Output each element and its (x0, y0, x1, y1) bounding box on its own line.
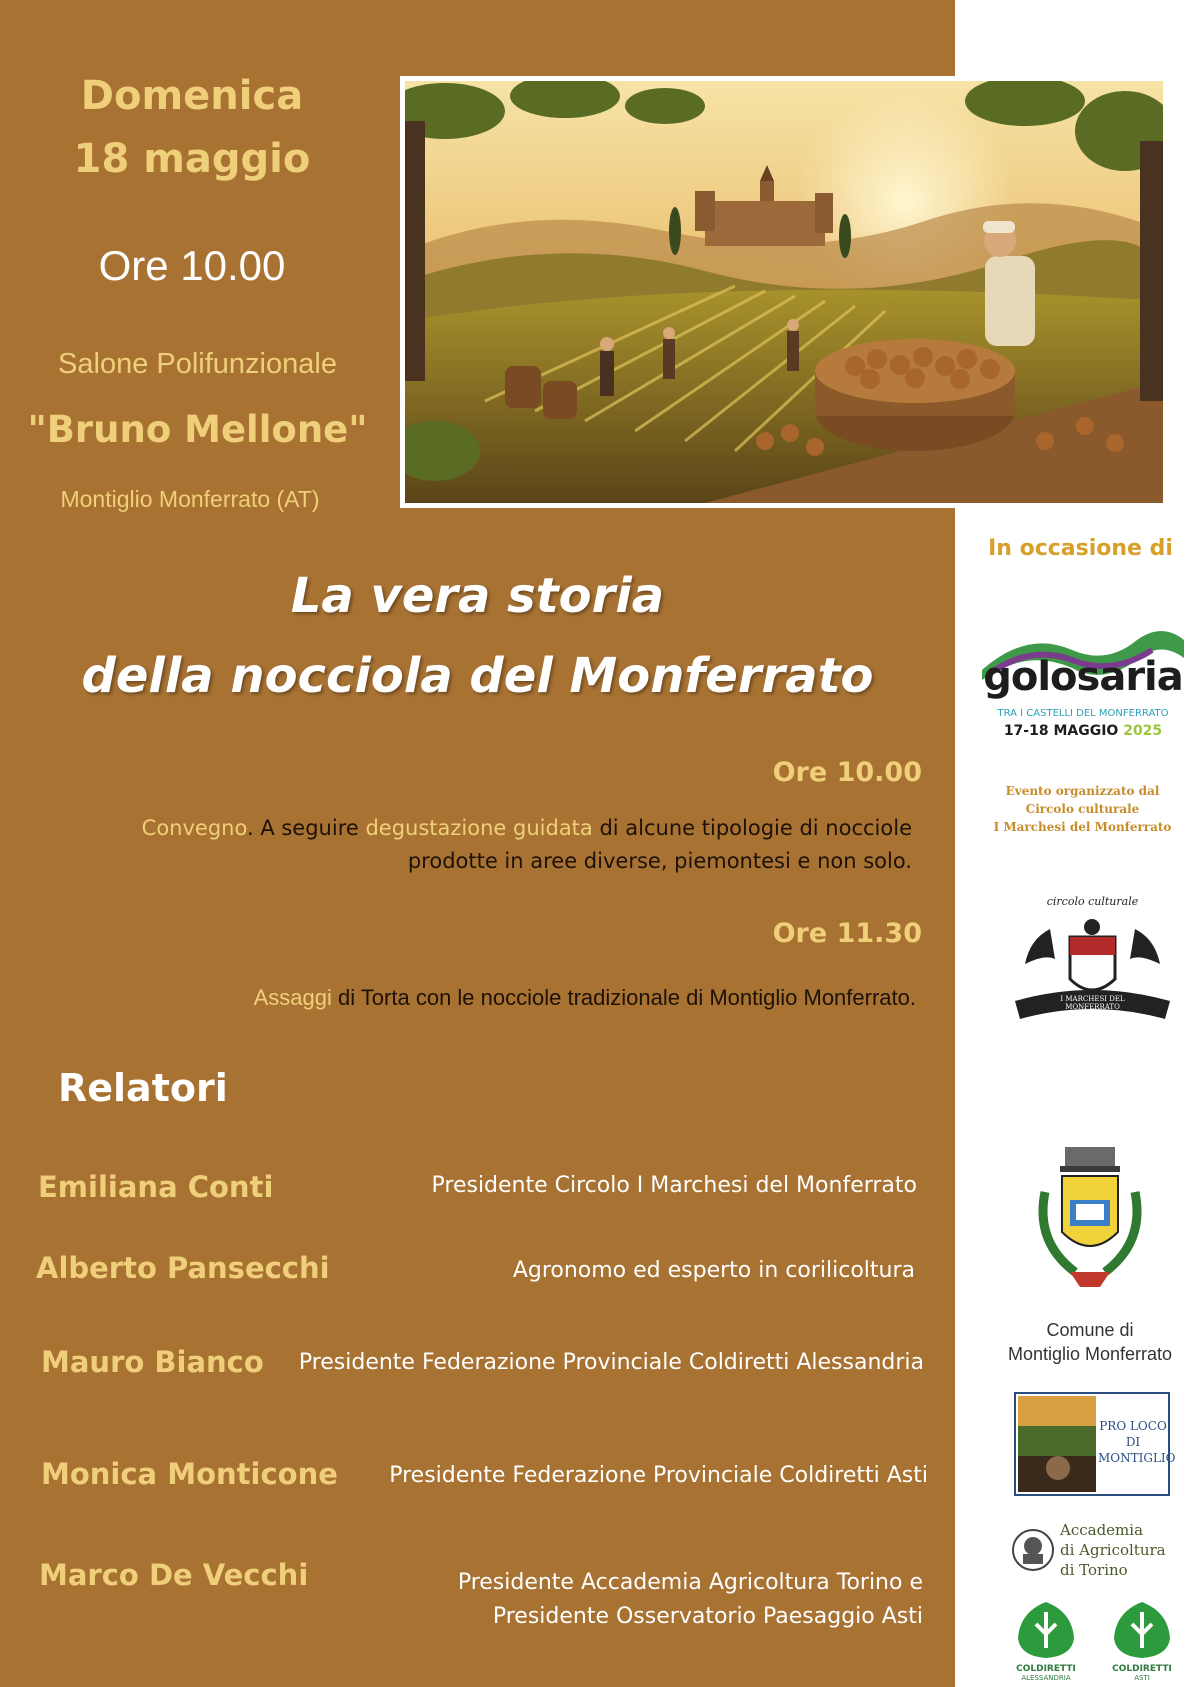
title-line2: della nocciola del Monferrato (81, 648, 874, 704)
event-time: Ore 10.00 (98, 242, 286, 289)
program-desc-2: Assaggi di Torta con le nocciole tradizionale di Montiglio Monferrato. (253, 985, 916, 1010)
coat-of-arms-icon (1030, 1142, 1150, 1292)
coldiretti-icon (1012, 1598, 1080, 1660)
occasion-label: In occasione di (988, 536, 1173, 561)
speaker-role-2: Agronomo ed esperto in corilicoltura (512, 1258, 915, 1283)
speaker-name-4: Monica Monticone (41, 1457, 338, 1491)
event-date: 18 maggio (73, 136, 311, 182)
proloco-logo: PRO LOCO DI MONTIGLIO (1014, 1392, 1170, 1496)
program-time-1: Ore 10.00 (772, 757, 922, 788)
venue-place: Montiglio Monferrato (AT) (60, 486, 320, 512)
program-time-2: Ore 11.30 (772, 918, 922, 949)
speaker-role-3: Presidente Federazione Provinciale Coldiretti Alessandria (298, 1350, 924, 1375)
eagle-crest-icon (1010, 909, 1175, 1029)
speaker-role-1: Presidente Circolo I Marchesi del Monferrato (431, 1173, 917, 1198)
coldiretti-asti-logo: COLDIRETTI ASTI (1108, 1598, 1176, 1682)
coldiretti-alessandria-logo: COLDIRETTI ALESSANDRIA (1012, 1598, 1080, 1682)
program-highlight-assaggi: Assaggi (253, 985, 332, 1010)
title-line1: La vera storia (290, 568, 665, 624)
program-desc-1: Convegno. A seguire degustazione guidata di alcune tipologie di nocciole prodotte in aree diverse, piemontesi e non solo. (141, 816, 912, 873)
proloco-photo (1018, 1396, 1096, 1492)
program-highlight-convegno: Convegno (141, 816, 247, 840)
speakers-heading: Relatori (58, 1066, 228, 1110)
comune-coat-of-arms (1030, 1142, 1150, 1292)
speaker-name-2: Alberto Pansecchi (36, 1251, 330, 1285)
venue-name: "Bruno Mellone" (27, 408, 368, 451)
speaker-name-1: Emiliana Conti (38, 1170, 274, 1204)
accademia-seal-icon (1010, 1520, 1056, 1580)
program-highlight-degustazione: degustazione guidata (365, 816, 593, 840)
organizer-note: Evento organizzato dal Circolo culturale I Marchesi del Monferrato (993, 784, 1172, 834)
coldiretti-icon (1108, 1598, 1176, 1660)
circolo-marchesi-logo: circolo culturale I MARCHESI DEL MONFERRATO (1010, 895, 1175, 1030)
proloco-landscape-icon (1018, 1396, 1096, 1492)
event-day: Domenica (80, 73, 304, 119)
golosaria-dates: 17-18 MAGGIO 2025 (1003, 723, 1163, 739)
hero-illustration-frame (400, 76, 1168, 508)
speaker-name-3: Mauro Bianco (41, 1345, 264, 1379)
speaker-role-5: Presidente Accademia Agricoltura Torino e Presidente Osservatorio Paesaggio Asti (457, 1570, 923, 1629)
venue-line1: Salone Polifunzionale (58, 348, 337, 380)
accademia-logo: Accademia di Agricoltura di Torino (1010, 1520, 1190, 1582)
hazelnut-harvest-illustration (405, 81, 1163, 503)
golosaria-subtitle: TRA I CASTELLI DEL MONFERRATO (997, 708, 1169, 719)
golosaria-logo (972, 610, 1194, 745)
speaker-role-4: Presidente Federazione Provinciale Coldiretti Asti (389, 1463, 928, 1488)
comune-label: Comune di Montiglio Monferrato (1007, 1320, 1173, 1364)
golosaria-wordmark: golosaria (983, 654, 1183, 700)
speaker-name-5: Marco De Vecchi (39, 1558, 309, 1592)
